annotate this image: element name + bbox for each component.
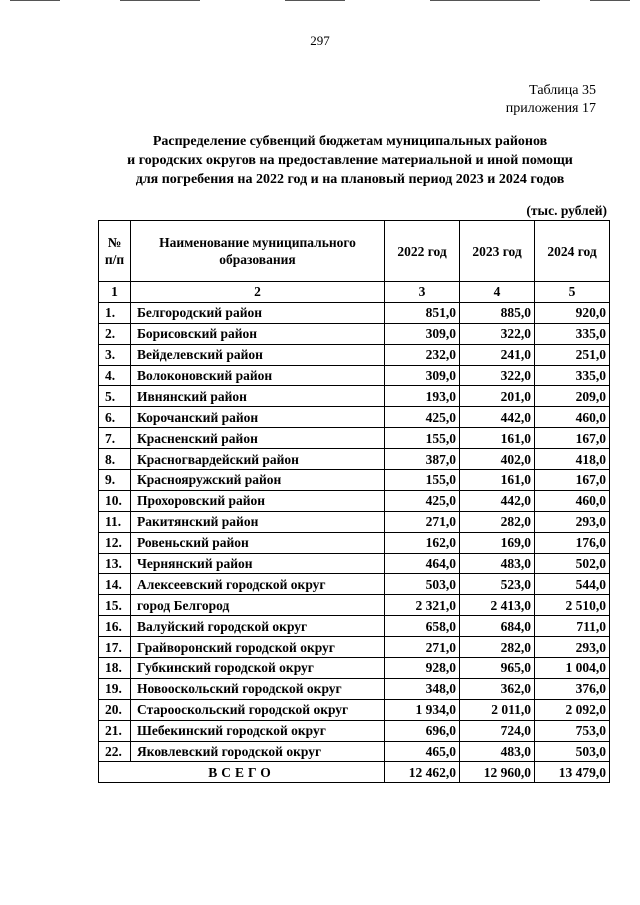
municipality-name: Белгородский район <box>131 302 385 323</box>
value-2022: 503,0 <box>385 574 460 595</box>
value-2023: 169,0 <box>460 532 535 553</box>
value-2024: 460,0 <box>535 407 610 428</box>
table-row <box>99 658 610 679</box>
value-2023: 201,0 <box>460 386 535 407</box>
row-number: 4. <box>99 365 131 386</box>
municipality-name: Ровеньский район <box>131 532 385 553</box>
value-2024: 920,0 <box>535 302 610 323</box>
row-number: 17. <box>99 637 131 658</box>
municipality-name: Вейделевский район <box>131 344 385 365</box>
municipality-name: Борисовский район <box>131 323 385 344</box>
row-number: 13. <box>99 553 131 574</box>
value-2024: 176,0 <box>535 532 610 553</box>
value-2022: 658,0 <box>385 616 460 637</box>
table-row <box>99 490 610 511</box>
table-row <box>99 365 610 386</box>
total-label: ВСЕГО <box>99 762 385 783</box>
column-number: 2 <box>131 282 385 303</box>
value-2022: 155,0 <box>385 470 460 491</box>
column-number: 5 <box>535 282 610 303</box>
table-row <box>99 386 610 407</box>
value-2023: 241,0 <box>460 344 535 365</box>
value-2024: 293,0 <box>535 511 610 532</box>
table-row <box>99 407 610 428</box>
value-2023: 282,0 <box>460 637 535 658</box>
row-number: 19. <box>99 678 131 699</box>
municipality-name: Ракитянский район <box>131 511 385 532</box>
row-number: 16. <box>99 616 131 637</box>
column-number: 4 <box>460 282 535 303</box>
table-row <box>99 344 610 365</box>
row-number: 12. <box>99 532 131 553</box>
value-2022: 155,0 <box>385 428 460 449</box>
total-2023: 12 960,0 <box>460 762 535 783</box>
row-number: 11. <box>99 511 131 532</box>
value-2023: 362,0 <box>460 678 535 699</box>
row-number: 9. <box>99 470 131 491</box>
value-2023: 161,0 <box>460 428 535 449</box>
value-2023: 282,0 <box>460 511 535 532</box>
row-number: 14. <box>99 574 131 595</box>
table-row <box>99 302 610 323</box>
table-header-row <box>99 221 610 282</box>
value-2022: 1 934,0 <box>385 699 460 720</box>
table-row <box>99 720 610 741</box>
value-2023: 161,0 <box>460 470 535 491</box>
table-row <box>99 532 610 553</box>
column-number: 1 <box>99 282 131 303</box>
table-row <box>99 699 610 720</box>
value-2022: 193,0 <box>385 386 460 407</box>
table-row <box>99 595 610 616</box>
row-number: 1. <box>99 302 131 323</box>
table-row <box>99 470 610 491</box>
municipality-name: Ивнянский район <box>131 386 385 407</box>
row-number: 3. <box>99 344 131 365</box>
value-2022: 271,0 <box>385 511 460 532</box>
row-number: 18. <box>99 658 131 679</box>
value-2024: 335,0 <box>535 365 610 386</box>
municipality-name: Валуйский городской округ <box>131 616 385 637</box>
value-2023: 965,0 <box>460 658 535 679</box>
municipality-name: Прохоровский район <box>131 490 385 511</box>
table-row <box>99 428 610 449</box>
row-number: 2. <box>99 323 131 344</box>
municipality-name: Старооскольский городской округ <box>131 699 385 720</box>
municipality-name: Алексеевский городской округ <box>131 574 385 595</box>
value-2023: 523,0 <box>460 574 535 595</box>
value-2023: 402,0 <box>460 449 535 470</box>
value-2022: 2 321,0 <box>385 595 460 616</box>
row-number: 5. <box>99 386 131 407</box>
row-number: 20. <box>99 699 131 720</box>
value-2024: 209,0 <box>535 386 610 407</box>
table-reference-line2: приложения 17 <box>505 101 596 116</box>
table-row <box>99 678 610 699</box>
row-number: 15. <box>99 595 131 616</box>
value-2023: 442,0 <box>460 490 535 511</box>
value-2023: 684,0 <box>460 616 535 637</box>
value-2022: 928,0 <box>385 658 460 679</box>
value-2024: 460,0 <box>535 490 610 511</box>
table-row <box>99 616 610 637</box>
value-2024: 1 004,0 <box>535 658 610 679</box>
row-number: 6. <box>99 407 131 428</box>
table-reference <box>506 82 596 118</box>
row-number: 7. <box>99 428 131 449</box>
column-number: 3 <box>385 282 460 303</box>
page-number: 297 <box>310 33 330 48</box>
value-2022: 348,0 <box>385 678 460 699</box>
value-2023: 442,0 <box>460 407 535 428</box>
municipality-name: Красненский район <box>131 428 385 449</box>
value-2023: 2 413,0 <box>460 595 535 616</box>
value-2024: 2 092,0 <box>535 699 610 720</box>
value-2024: 503,0 <box>535 741 610 762</box>
header-name: Наименование муниципального образования <box>131 221 385 282</box>
row-number: 22. <box>99 741 131 762</box>
municipality-name: город Белгород <box>131 595 385 616</box>
municipality-name: Шебекинский городской округ <box>131 720 385 741</box>
value-2024: 418,0 <box>535 449 610 470</box>
municipality-name: Корочанский район <box>131 407 385 428</box>
value-2024: 502,0 <box>535 553 610 574</box>
municipality-name: Грайворонский городской округ <box>131 637 385 658</box>
header-2024: 2024 год <box>535 221 610 282</box>
row-number: 21. <box>99 720 131 741</box>
table-row <box>99 511 610 532</box>
table-row <box>99 553 610 574</box>
value-2022: 232,0 <box>385 344 460 365</box>
value-2023: 322,0 <box>460 323 535 344</box>
table-row <box>99 637 610 658</box>
title-line3: для погребения на 2022 год и на плановый период 2023 и 2024 годов <box>135 172 565 187</box>
value-2022: 696,0 <box>385 720 460 741</box>
units-label: (тыс. рублей) <box>526 203 607 218</box>
column-numbers-row <box>99 282 610 303</box>
value-2024: 376,0 <box>535 678 610 699</box>
table-row <box>99 741 610 762</box>
value-2022: 162,0 <box>385 532 460 553</box>
title-line2: и городских округов на предоставление материальной и иной помощи <box>127 153 573 168</box>
municipality-name: Краснояружский район <box>131 470 385 491</box>
value-2022: 851,0 <box>385 302 460 323</box>
value-2022: 387,0 <box>385 449 460 470</box>
table-row <box>99 574 610 595</box>
municipality-name: Красногвардейский район <box>131 449 385 470</box>
value-2024: 251,0 <box>535 344 610 365</box>
value-2023: 322,0 <box>460 365 535 386</box>
municipality-name: Губкинский городской округ <box>131 658 385 679</box>
scan-edge-marks <box>0 0 640 3</box>
table-reference-line1: Таблица 35 <box>529 83 596 98</box>
total-row <box>99 762 610 783</box>
value-2022: 464,0 <box>385 553 460 574</box>
row-number: 8. <box>99 449 131 470</box>
value-2022: 271,0 <box>385 637 460 658</box>
value-2022: 309,0 <box>385 365 460 386</box>
subventions-table <box>98 220 610 783</box>
row-number: 10. <box>99 490 131 511</box>
municipality-name: Яковлевский городской округ <box>131 741 385 762</box>
total-2022: 12 462,0 <box>385 762 460 783</box>
municipality-name: Чернянский район <box>131 553 385 574</box>
table-row <box>99 449 610 470</box>
header-num: № п/п <box>99 221 131 282</box>
value-2024: 335,0 <box>535 323 610 344</box>
municipality-name: Новооскольский городской округ <box>131 678 385 699</box>
value-2023: 724,0 <box>460 720 535 741</box>
total-2024: 13 479,0 <box>535 762 610 783</box>
value-2023: 885,0 <box>460 302 535 323</box>
value-2024: 544,0 <box>535 574 610 595</box>
value-2024: 711,0 <box>535 616 610 637</box>
table-row <box>99 323 610 344</box>
value-2022: 425,0 <box>385 407 460 428</box>
value-2023: 2 011,0 <box>460 699 535 720</box>
value-2022: 309,0 <box>385 323 460 344</box>
header-2022: 2022 год <box>385 221 460 282</box>
value-2024: 293,0 <box>535 637 610 658</box>
value-2022: 425,0 <box>385 490 460 511</box>
value-2024: 167,0 <box>535 470 610 491</box>
municipality-name: Волоконовский район <box>131 365 385 386</box>
value-2024: 753,0 <box>535 720 610 741</box>
header-2023: 2023 год <box>460 221 535 282</box>
document-title <box>80 132 620 189</box>
value-2023: 483,0 <box>460 741 535 762</box>
value-2023: 483,0 <box>460 553 535 574</box>
title-line1: Распределение субвенций бюджетам муниципальных районов <box>152 134 548 149</box>
value-2024: 2 510,0 <box>535 595 610 616</box>
value-2024: 167,0 <box>535 428 610 449</box>
value-2022: 465,0 <box>385 741 460 762</box>
